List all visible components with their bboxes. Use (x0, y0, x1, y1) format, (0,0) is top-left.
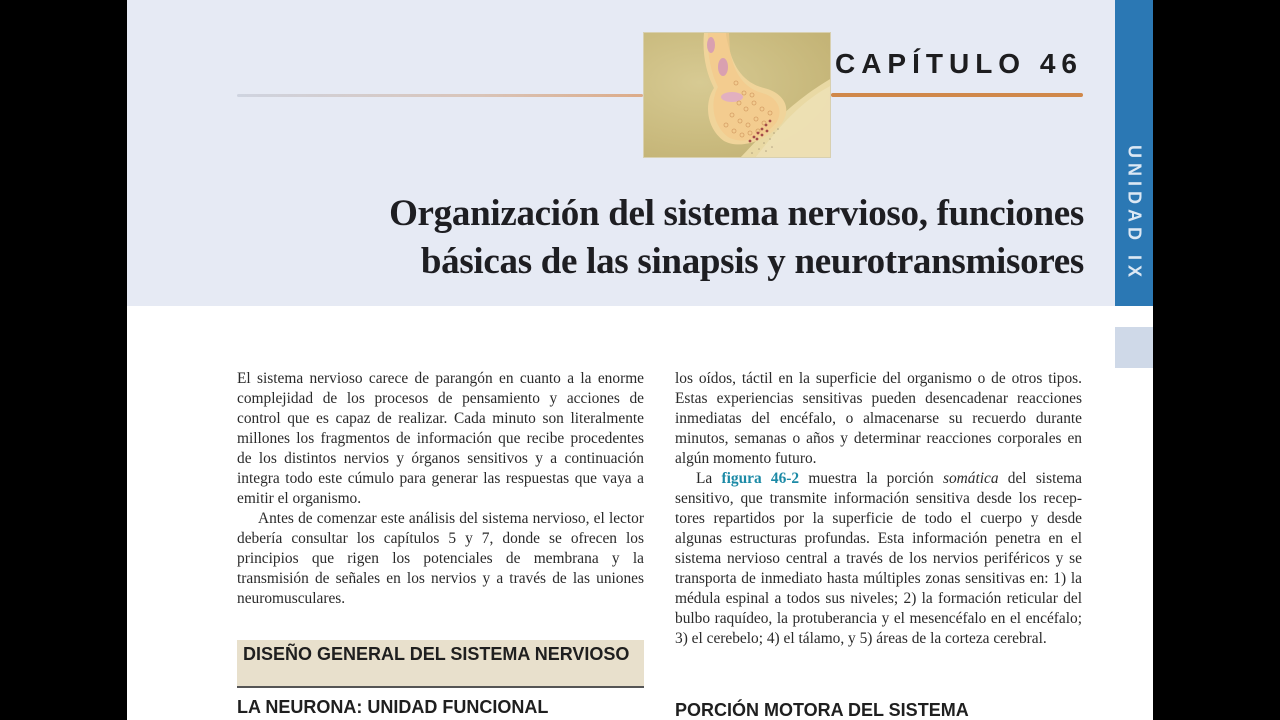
subsection-heading: LA NEURONA: UNIDAD FUNCIONAL (237, 697, 549, 717)
chapter-header (127, 0, 1153, 306)
synapse-illustration (643, 32, 831, 158)
right-column (675, 369, 1082, 649)
text: del sistema sensitivo, que transmite información sensitiva desde los receptores repartidos por la superficie de todo el cuerpo y desde algunas estructuras profundas. Esta información penetra en el sistema nervioso central a través de los nervios periféricos y se transporta de inmediato hasta múltiples zonas sensitivas en: 1) la médula espinal a todos sus niveles; 2) la formación reticular del bulbo raquídeo, la protuberancia y el mesencéfalo en el encéfalo; 3) el cerebelo; 4) el tálamo, y 5) áreas de la corteza cerebral. (675, 470, 1082, 647)
left-column (237, 369, 644, 609)
chapter-number: CAPÍTULO 46 (834, 48, 1083, 79)
paragraph: Antes de comenzar este análisis del sistema nervioso, el lector debería consultar los capítulos 5 y 7, donde se ofrecen los principios que rigen los potenciales de membrana y la transmisión de señales en los nervios y a través de las uniones neuromusculares. (237, 510, 644, 607)
chapter-title (389, 190, 1084, 286)
unit-tab-label: UNIDAD IX (1124, 145, 1145, 283)
figure-link[interactable]: figura 46-2 (721, 470, 800, 487)
text: muestra la porción (799, 470, 943, 487)
paragraph (675, 469, 1082, 649)
header-rule-right (831, 93, 1083, 97)
unit-tab (1115, 0, 1153, 306)
text: La (696, 470, 722, 487)
subsection-heading: PORCIÓN MOTORA DEL SISTEMA (675, 700, 969, 720)
emphasis-text: somática (942, 470, 999, 487)
chapter-title-line-2: básicas de las sinapsis y neurotransmisores (420, 241, 1084, 282)
paragraph: los oídos, táctil en la superficie del organismo o de otros tipos. Estas experiencias sensitivas pueden desencadenar reacciones inmediatas del encéfalo, o almacenarse su recuerdo durante minutos, semanas o años y determinar reacciones corporales en algún momento futuro. (675, 370, 1082, 467)
chapter-title-line-1: Organización del sistema nervioso, funciones (389, 193, 1084, 234)
unit-tab-marker (1115, 327, 1153, 368)
header-rule-left (237, 94, 643, 97)
paragraph: El sistema nervioso carece de parangón en cuanto a la enorme complejidad de los procesos de pensamiento y acciones de control que es capaz de realizar. Cada minuto son literalmente millones los fragmentos de información que recibe procedentes de los distintos nervios y órganos sensitivos y a continuación integra todo este cúmulo para generar las respuestas que vaya a emitir el organismo. (237, 370, 644, 507)
book-page (127, 0, 1153, 720)
section-heading: DISEÑO GENERAL DEL SISTEMA NERVIOSO (237, 640, 644, 688)
